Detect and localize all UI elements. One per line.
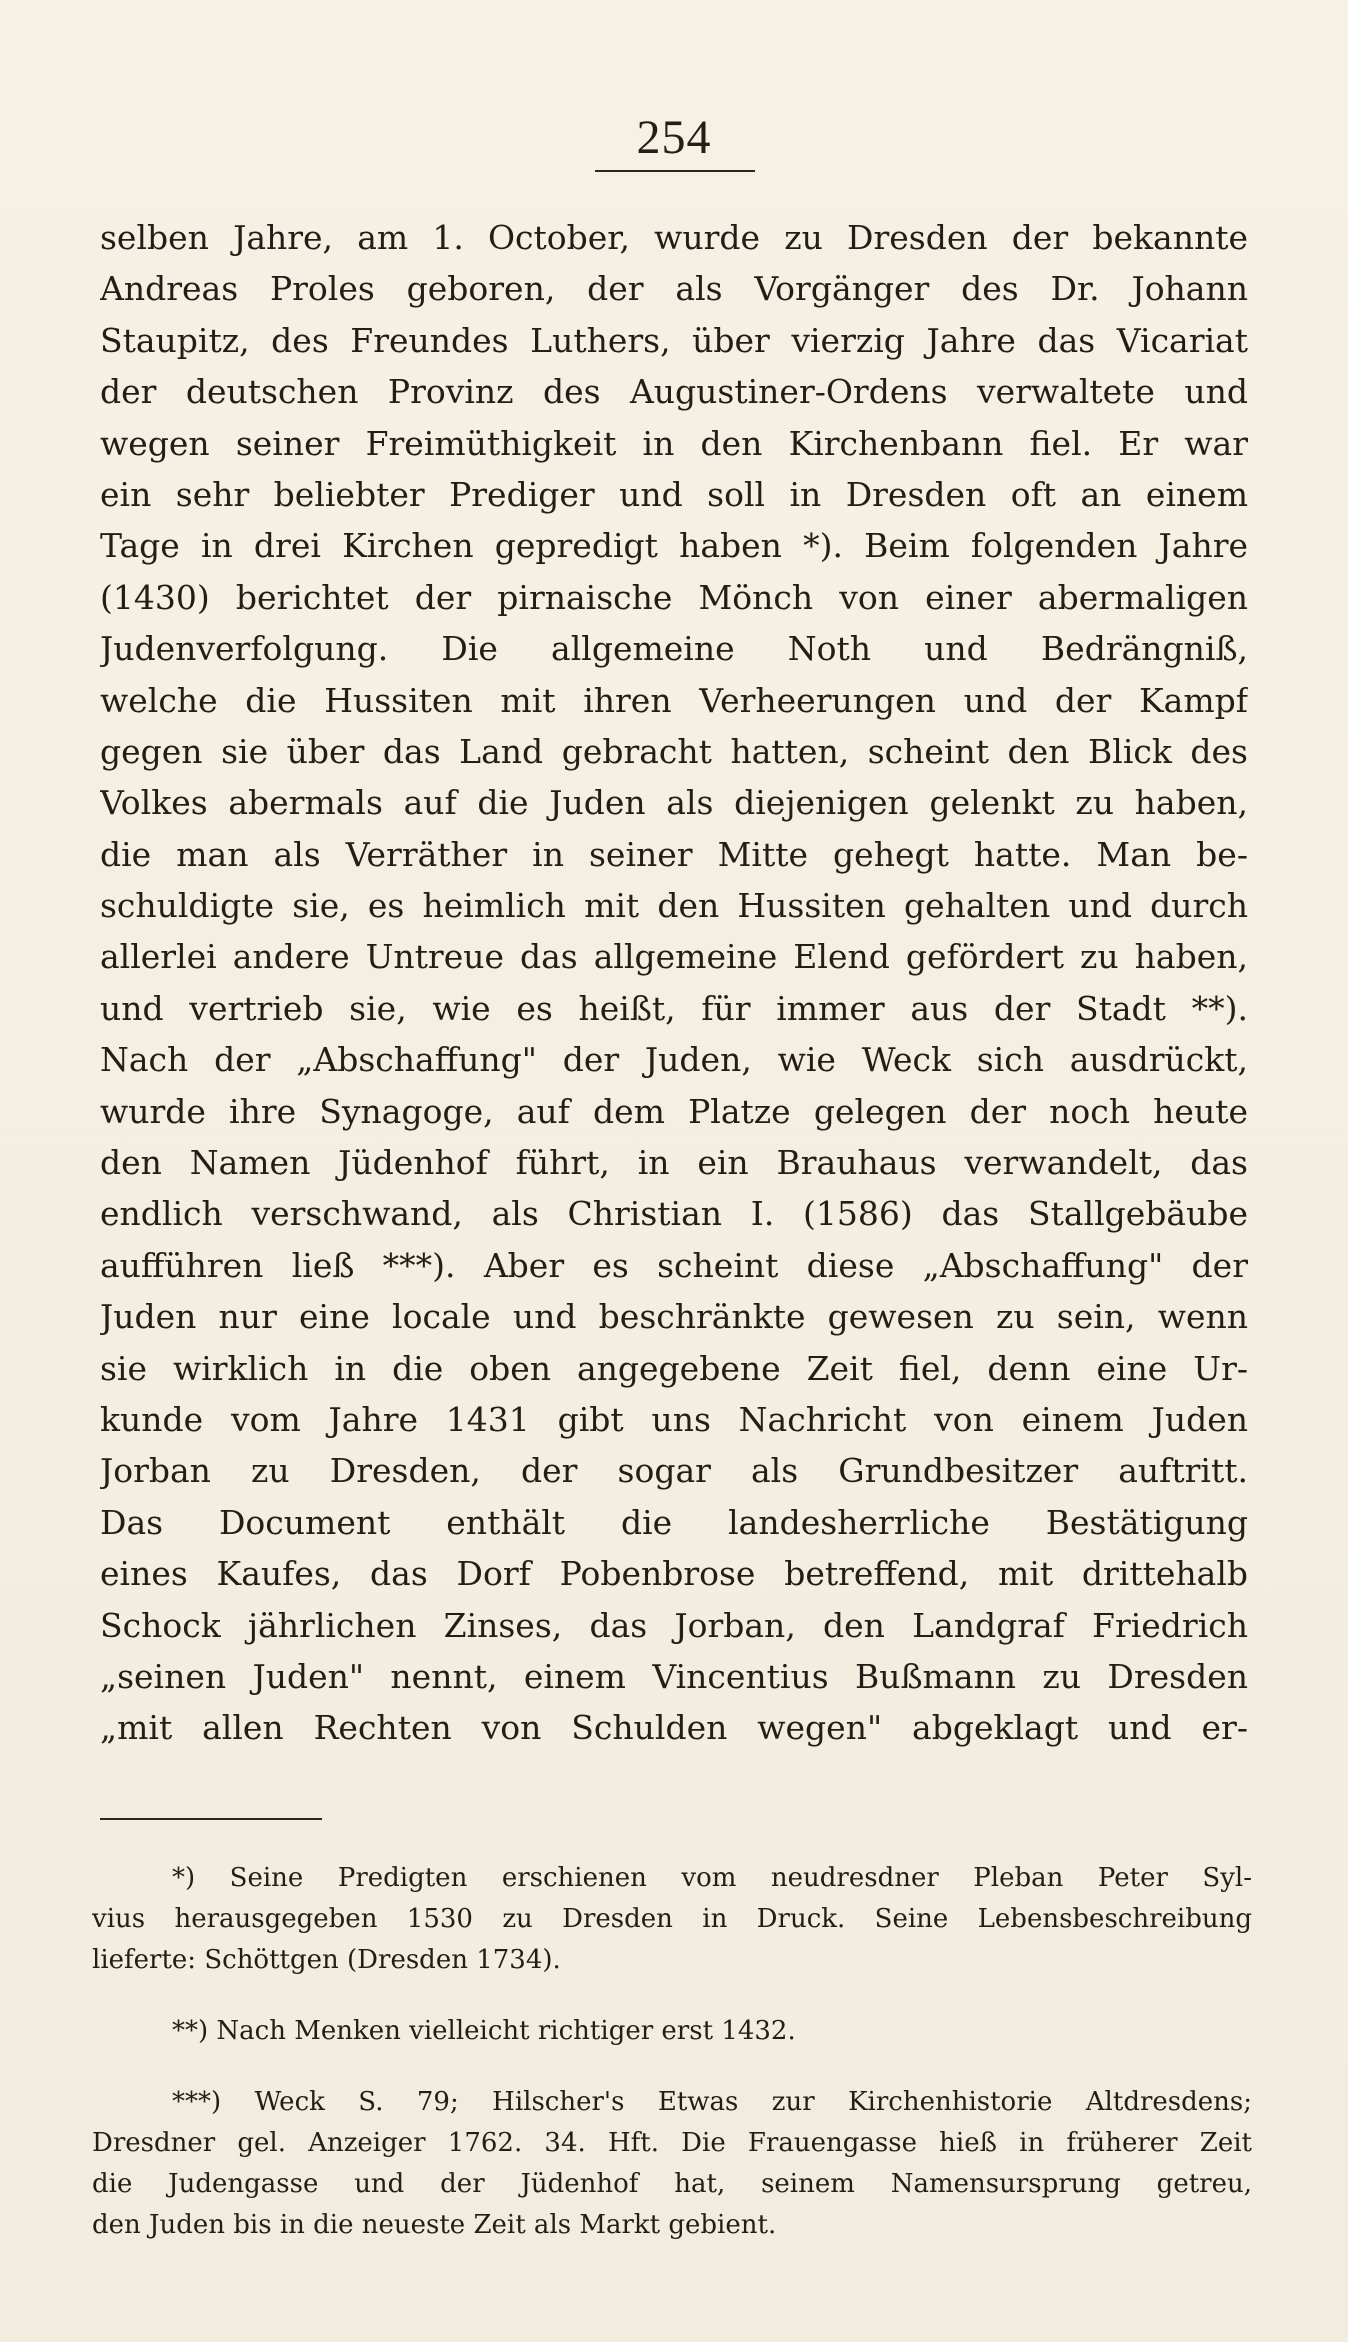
footnote-line: Dresdner gel. Anzeiger 1762. 34. Hft. Die Frauengasse hieß in früherer Zeit bbox=[92, 2128, 1252, 2158]
footnote-3 bbox=[92, 2082, 1252, 2246]
footnote-1 bbox=[92, 1858, 1252, 1981]
body-line: Tage in drei Kirchen gepredigt haben *). Beim folgenden Jahre bbox=[100, 526, 1248, 566]
footnote-line: ***) Weck S. 79; Hilscher's Etwas zur Kirchenhistorie Altdresdens; bbox=[172, 2087, 1252, 2117]
body-line: (1430) berichtet der pirnaische Mönch von einer abermaligen bbox=[100, 577, 1248, 617]
body-line: Das Document enthält die landesherrliche Bestätigung bbox=[100, 1502, 1248, 1542]
body-line: ein sehr beliebter Prediger und soll in Dresden oft an einem bbox=[100, 474, 1248, 514]
body-line: schuldigte sie, es heimlich mit den Hussiten gehalten und durch bbox=[100, 886, 1248, 926]
footnotes bbox=[92, 1858, 1252, 2246]
body-line: und vertrieb sie, wie es heißt, für immer aus der Stadt **). bbox=[100, 988, 1248, 1028]
header-rule bbox=[595, 170, 755, 172]
body-line: Jorban zu Dresden, der sogar als Grundbesitzer auftritt. bbox=[100, 1451, 1248, 1491]
body-line: Andreas Proles geboren, der als Vorgänger des Dr. Johann bbox=[100, 269, 1248, 309]
footnote-line: den Juden bis in die neueste Zeit als Markt gebient. bbox=[92, 2210, 777, 2240]
body-line: Volkes abermals auf die Juden als diejenigen gelenkt zu haben, bbox=[100, 783, 1248, 823]
body-line: den Namen Jüdenhof führt, in ein Brauhaus verwandelt, das bbox=[100, 1143, 1248, 1183]
body-line: der deutschen Provinz des Augustiner-Ordens verwaltete und bbox=[100, 372, 1248, 412]
body-line: eines Kaufes, das Dorf Pobenbrose betreffend, mit drittehalb bbox=[100, 1554, 1248, 1594]
body-line: sie wirklich in die oben angegebene Zeit fiel, denn eine Ur- bbox=[100, 1348, 1248, 1388]
body-line: gegen sie über das Land gebracht hatten, scheint den Blick des bbox=[100, 731, 1248, 771]
body-line: kunde vom Jahre 1431 gibt uns Nachricht von einem Juden bbox=[100, 1399, 1248, 1439]
body-line: wegen seiner Freimüthigkeit in den Kirchenbann fiel. Er war bbox=[100, 423, 1248, 463]
body-line: Juden nur eine locale und beschränkte gewesen zu sein, wenn bbox=[100, 1297, 1248, 1337]
body-line: selben Jahre, am 1. October, wurde zu Dresden der bekannte bbox=[100, 218, 1248, 257]
footnote-line: vius herausgegeben 1530 zu Dresden in Druck. Seine Lebensbeschreibung bbox=[92, 1904, 1252, 1934]
body-line: die man als Verräther in seiner Mitte gehegt hatte. Man be- bbox=[100, 834, 1248, 874]
body-line: aufführen ließ ***). Aber es scheint diese „Abschaffung" der bbox=[100, 1245, 1248, 1285]
body-line: Nach der „Abschaffung" der Juden, wie Weck sich ausdrückt, bbox=[100, 1040, 1248, 1080]
page-number: 254 bbox=[636, 111, 712, 164]
footnote-line: **) Nach Menken vielleicht richtiger erst 1432. bbox=[172, 2016, 796, 2046]
footnote-line: die Judengasse und der Jüdenhof hat, seinem Namensursprung getreu, bbox=[92, 2169, 1252, 2199]
footnote-line: *) Seine Predigten erschienen vom neudresdner Pleban Peter Syl- bbox=[172, 1863, 1252, 1893]
body-line: Schock jährlichen Zinses, das Jorban, den Landgraf Friedrich bbox=[100, 1605, 1248, 1645]
body-line: „mit allen Rechten von Schulden wegen" abgeklagt und er- bbox=[100, 1708, 1248, 1748]
body-line: wurde ihre Synagoge, auf dem Platze gelegen der noch heute bbox=[100, 1091, 1248, 1131]
body-line: welche die Hussiten mit ihren Verheerungen und der Kampf bbox=[100, 680, 1248, 720]
footnote-rule bbox=[100, 1818, 322, 1820]
body-text bbox=[100, 212, 1248, 1754]
body-line: Staupitz, des Freundes Luthers, über vierzig Jahre das Vicariat bbox=[100, 320, 1248, 360]
body-line: allerlei andere Untreue das allgemeine Elend gefördert zu haben, bbox=[100, 937, 1248, 977]
body-line: Judenverfolgung. Die allgemeine Noth und Bedrängniß, bbox=[100, 629, 1248, 669]
body-line: endlich verschwand, als Christian I. (1586) das Stallgebäube bbox=[100, 1194, 1248, 1234]
footnote-line: lieferte: Schöttgen (Dresden 1734). bbox=[92, 1945, 561, 1975]
body-line: „seinen Juden" nennt, einem Vincentius Bußmann zu Dresden bbox=[100, 1656, 1248, 1696]
footnote-2 bbox=[92, 2011, 1252, 2052]
